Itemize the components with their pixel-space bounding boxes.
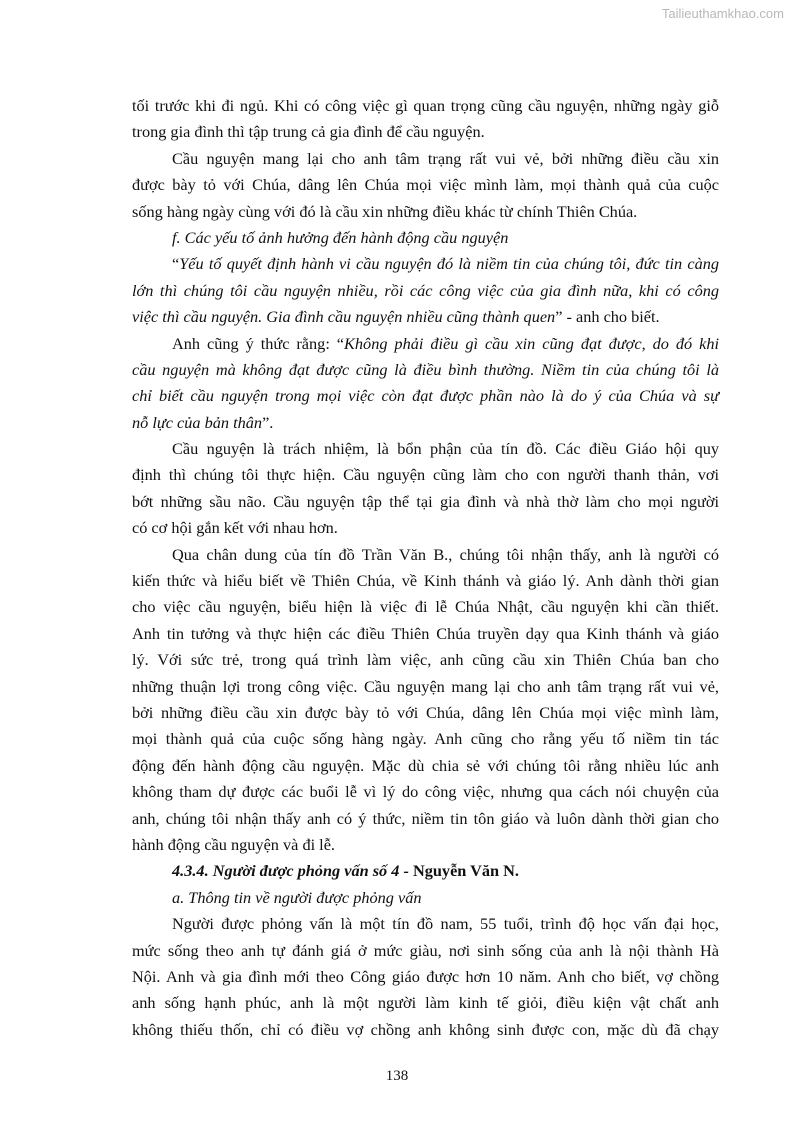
text-line bbox=[132, 700, 719, 726]
text-line bbox=[132, 938, 719, 964]
text-segment: Qua chân dung của tín đồ Trần Văn B., chúng tôi nhận thấy, anh là người có bbox=[172, 544, 719, 564]
text-line bbox=[132, 806, 719, 832]
text-line bbox=[132, 436, 719, 462]
text-line bbox=[132, 647, 719, 673]
text-segment: anh sống hạnh phúc, anh là một người làm kinh tế giỏi, điều kiện vật chất anh bbox=[132, 993, 719, 1013]
text-segment: Anh tin tưởng và thực hiện các điều Thiên Chúa truyền dạy qua Kinh thánh và giáo bbox=[132, 623, 719, 643]
text-line bbox=[132, 911, 719, 937]
text-segment: Nội. Anh và gia đình mới theo Công giáo được hơn 10 năm. Anh cho biết, vợ chồng bbox=[132, 966, 719, 986]
text-segment: mọi thành quả của cuộc sống hàng ngày. Anh cũng cho rằng yếu tố niềm tin tác bbox=[132, 729, 719, 749]
text-segment: Cầu nguyện là trách nhiệm, là bổn phận của tín đồ. Các điều Giáo hội quy bbox=[172, 439, 719, 459]
text-segment: việc thì cầu nguyện. Gia đình cầu nguyện nhiều cũng thành quen bbox=[132, 307, 556, 327]
text-segment: kiến thức và hiểu biết về Thiên Chúa, về Kinh thánh và giáo lý. Anh dành thời gian bbox=[132, 571, 719, 591]
text-line bbox=[132, 568, 719, 594]
text-line bbox=[132, 885, 719, 911]
text-segment: tối trước khi đi ngủ. Khi có công việc gì quan trọng cũng cầu nguyện, những ngày giỗ bbox=[132, 96, 719, 115]
text-line bbox=[132, 674, 719, 700]
text-segment: cho việc cầu nguyện, biểu hiện là việc đi lễ Chúa Nhật, cầu nguyện khi cần thiết. bbox=[132, 597, 719, 617]
text-line bbox=[132, 225, 719, 251]
text-line bbox=[132, 990, 719, 1016]
text-segment: Yếu tố quyết định hành vi cầu nguyện đó là niềm tin của chúng tôi, đức tin càng bbox=[179, 254, 719, 274]
text-line bbox=[132, 357, 719, 383]
watermark: Tailieuthamkhao.com bbox=[661, 6, 784, 21]
text-segment: động đến hành động cầu nguyện. Mặc dù chia sẻ với chúng tôi rằng nhiều lúc anh bbox=[132, 755, 719, 775]
document-body bbox=[132, 93, 719, 1043]
text-segment: Người được phỏng vấn là một tín đồ nam, 55 tuổi, trình độ học vấn đại học, bbox=[172, 914, 719, 934]
text-line bbox=[132, 410, 719, 436]
text-line bbox=[132, 304, 719, 330]
text-segment: định thì chúng tôi thực hiện. Cầu nguyện cũng làm cho con người thanh thản, vơi bbox=[132, 465, 719, 485]
text-segment: anh, chúng tôi nhận thấy anh có ý thức, niềm tin tôn giáo và luôn dành thời gian cho bbox=[132, 808, 719, 828]
text-line bbox=[132, 753, 719, 779]
text-line bbox=[132, 858, 719, 884]
text-line bbox=[132, 119, 719, 145]
text-segment: a. Thông tin về người được phỏng vấn bbox=[172, 887, 422, 907]
text-line bbox=[132, 542, 719, 568]
text-segment: f. Các yếu tố ảnh hưởng đến hành động cầu nguyện bbox=[172, 227, 509, 247]
text-segment: Nguyễn Văn N. bbox=[412, 861, 519, 881]
text-segment: ”. bbox=[262, 412, 274, 432]
text-segment: những thuận lợi trong công việc. Cầu nguyện mang lại cho anh tâm trạng rất vui vẻ, bbox=[132, 676, 719, 696]
text-segment: không tham dự được các buổi lễ vì lý do công việc, nhưng qua cách nói chuyện của bbox=[132, 782, 719, 802]
text-segment: lớn thì chúng tôi cầu nguyện nhiều, rồi các công việc của gia đình nữa, khi có công bbox=[132, 280, 719, 300]
text-line bbox=[132, 594, 719, 620]
text-segment: bởi những điều cầu xin được bày tỏ với Chúa, dâng lên Chúa mọi việc mình làm, bbox=[132, 702, 719, 722]
text-segment: Cầu nguyện mang lại cho anh tâm trạng rất vui vẻ, bởi những điều cầu xin bbox=[172, 148, 719, 168]
text-line bbox=[132, 726, 719, 752]
text-segment: hành động cầu nguyện và đi lễ. bbox=[132, 834, 336, 854]
text-line bbox=[132, 278, 719, 304]
text-line bbox=[132, 515, 719, 541]
text-segment: chỉ biết cầu nguyện trong mọi việc còn đạt được phần nào là do ý của Chúa và sự bbox=[132, 386, 719, 406]
text-segment: Không phải điều gì cầu xin cũng đạt được, do đó khi bbox=[344, 333, 720, 353]
text-segment: mức sống theo anh tự đánh giá ở mức giàu, nơi sinh sống của anh là nội thành Hà bbox=[132, 940, 719, 960]
text-line bbox=[132, 1017, 719, 1043]
page-number: 138 bbox=[385, 1068, 409, 1084]
text-line bbox=[132, 964, 719, 990]
text-line bbox=[132, 93, 719, 119]
text-segment: được bày tỏ với Chúa, dâng lên Chúa mọi việc mình làm, mọi thành quả của cuộc bbox=[132, 175, 719, 195]
text-line bbox=[132, 172, 719, 198]
text-line bbox=[132, 489, 719, 515]
text-line bbox=[132, 199, 719, 225]
text-line bbox=[132, 251, 719, 277]
text-segment: trong gia đình thì tập trung cả gia đình để cầu nguyện. bbox=[132, 122, 485, 142]
text-line bbox=[132, 146, 719, 172]
text-segment: cầu nguyện mà không đạt được cũng là điều bình thường. Niềm tin của chúng tôi là bbox=[132, 359, 719, 379]
text-segment: nỗ lực của bản thân bbox=[132, 412, 263, 432]
text-line bbox=[132, 383, 719, 409]
text-line bbox=[132, 462, 719, 488]
text-segment: lý. Với sức trẻ, trong quá trình làm việc, anh cũng cầu xin Thiên Chúa ban cho bbox=[132, 650, 719, 670]
text-segment: “ bbox=[172, 254, 180, 274]
text-line bbox=[132, 832, 719, 858]
text-segment: bớt những sầu não. Cầu nguyện tập thể tại gia đình và nhà thờ làm cho mọi người bbox=[132, 491, 719, 511]
text-line bbox=[132, 331, 719, 357]
text-line bbox=[132, 779, 719, 805]
text-segment: sống hàng ngày cùng với đó là cầu xin những điều khác từ chính Thiên Chúa. bbox=[132, 201, 638, 221]
text-line bbox=[132, 621, 719, 647]
text-segment: 4.3.4. Người được phỏng vấn số 4 - bbox=[172, 861, 413, 881]
text-segment: Anh cũng ý thức rằng: “ bbox=[172, 333, 345, 353]
text-segment: ” - anh cho biết. bbox=[555, 307, 660, 327]
text-segment: có cơ hội gắn kết với nhau hơn. bbox=[132, 518, 338, 538]
text-segment: không thiếu thốn, chỉ có điều vợ chồng anh không sinh được con, mặc dù đã chạy bbox=[132, 1019, 719, 1039]
